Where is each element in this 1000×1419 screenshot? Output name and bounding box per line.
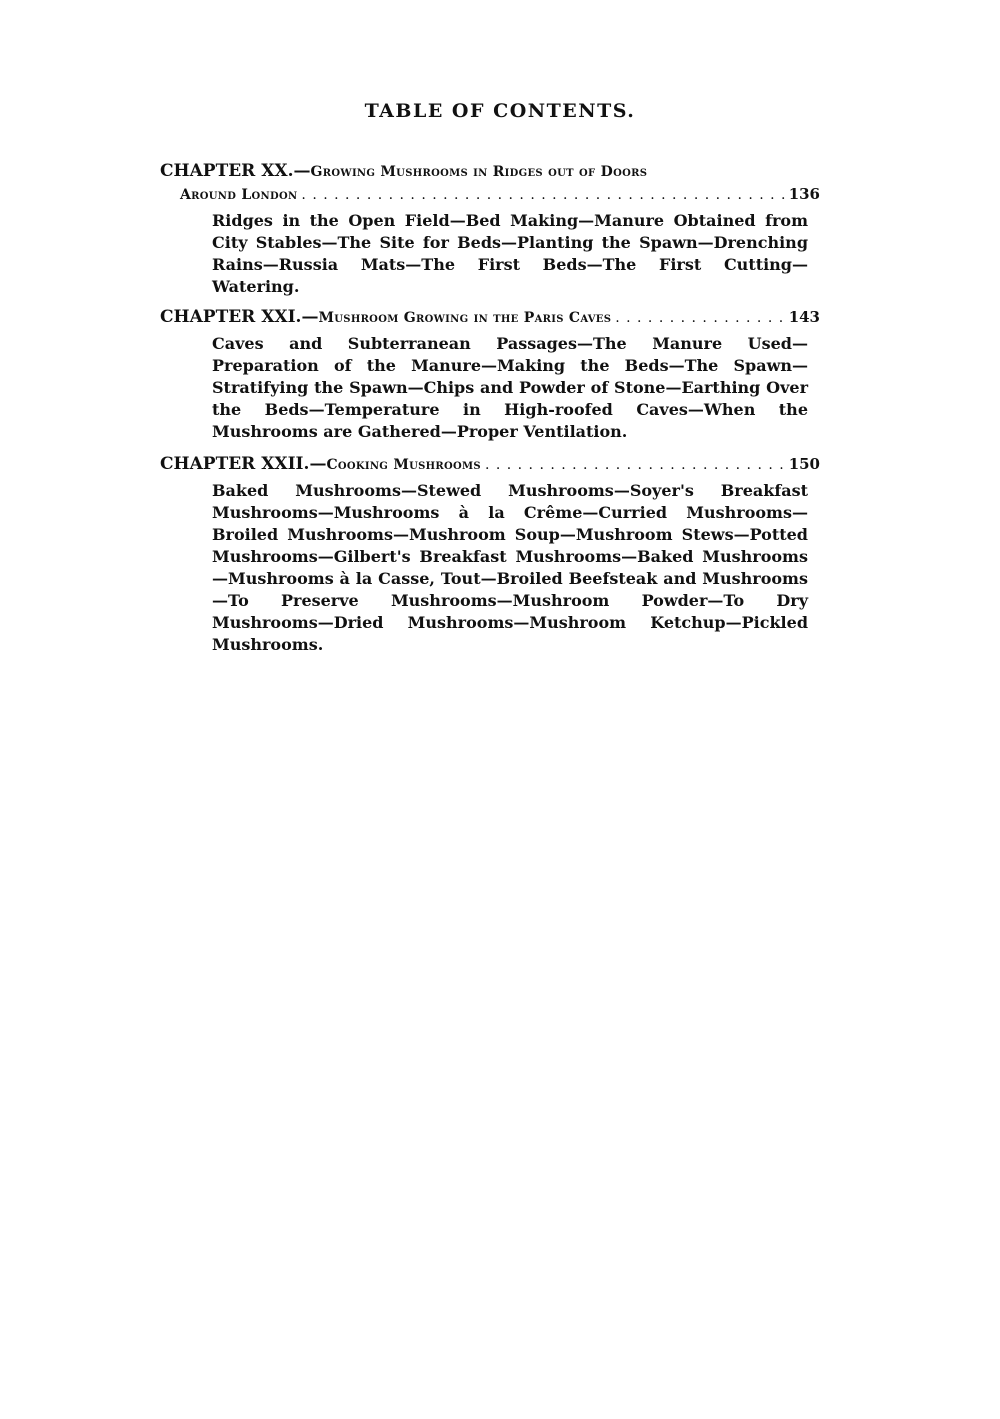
- page-title: TABLE OF CONTENTS.: [364, 100, 636, 122]
- chapter-heading: CHAPTER XXII. — Cooking Mushrooms . . . 150: [160, 453, 820, 476]
- dot-leader: [485, 454, 785, 476]
- page-number: 150: [788, 455, 820, 473]
- chapter-number: CHAPTER XXI.: [160, 307, 302, 327]
- chapter-heading: CHAPTER XXI. — Mushroom Growing in the Paris Caves . . . 143: [160, 306, 820, 329]
- toc-entry-chapter-20: [160, 160, 820, 298]
- chapter-summary: Caves and Subterranean Passages—The Manure Used—Preparation of the Manure—Making the Beds—The Spawn—Stratifying the Spawn—Chips and Powder of Stone—Earthing Over the Beds—Temperature in High-roofed Caves—When the Mushrooms are Gathered—Proper Ventilation.: [212, 334, 808, 441]
- chapter-title-continued: Around London: [180, 187, 298, 203]
- chapter-title: Cooking Mushrooms: [326, 457, 481, 473]
- chapter-number: CHAPTER XXII.: [160, 454, 310, 474]
- chapter-number: CHAPTER XX.: [160, 161, 294, 181]
- dot-leader: [615, 307, 784, 329]
- chapter-heading: CHAPTER XX. — Growing Mushrooms in Ridges out of Doors Around London . . . 136: [160, 160, 820, 206]
- page-number: 136: [788, 185, 820, 203]
- chapter-summary: Ridges in the Open Field—Bed Making—Manure Obtained from City Stables—The Site for Beds—Planting the Spawn—Drenching Rains—Russia Mats—The First Beds—The First Cutting—Watering.: [212, 211, 808, 296]
- dot-leader: [301, 184, 784, 206]
- chapter-summary: Baked Mushrooms—Stewed Mushrooms—Soyer's Breakfast Mushrooms—Mushrooms à la Crême—Curried Mushrooms—Broiled Mushrooms—Mushroom Soup—Mushroom Stews—Potted Mushrooms—Gilbert's Breakfast Mushrooms—Baked Mushrooms—Mushrooms à la Casse, Tout—Broiled Beefsteak and Mushrooms—To Preserve Mushrooms—Mushroom Powder—To Dry Mushrooms—Dried Mushrooms—Mushroom Ketchup—Pickled Mushrooms.: [212, 481, 808, 654]
- chapter-title: Growing Mushrooms in Ridges out of Doors: [310, 164, 648, 180]
- toc-entry-chapter-22: [160, 453, 820, 656]
- toc-entry-chapter-21: [160, 306, 820, 443]
- page-number: 143: [788, 308, 820, 326]
- chapter-title: Mushroom Growing in the Paris Caves: [318, 310, 612, 326]
